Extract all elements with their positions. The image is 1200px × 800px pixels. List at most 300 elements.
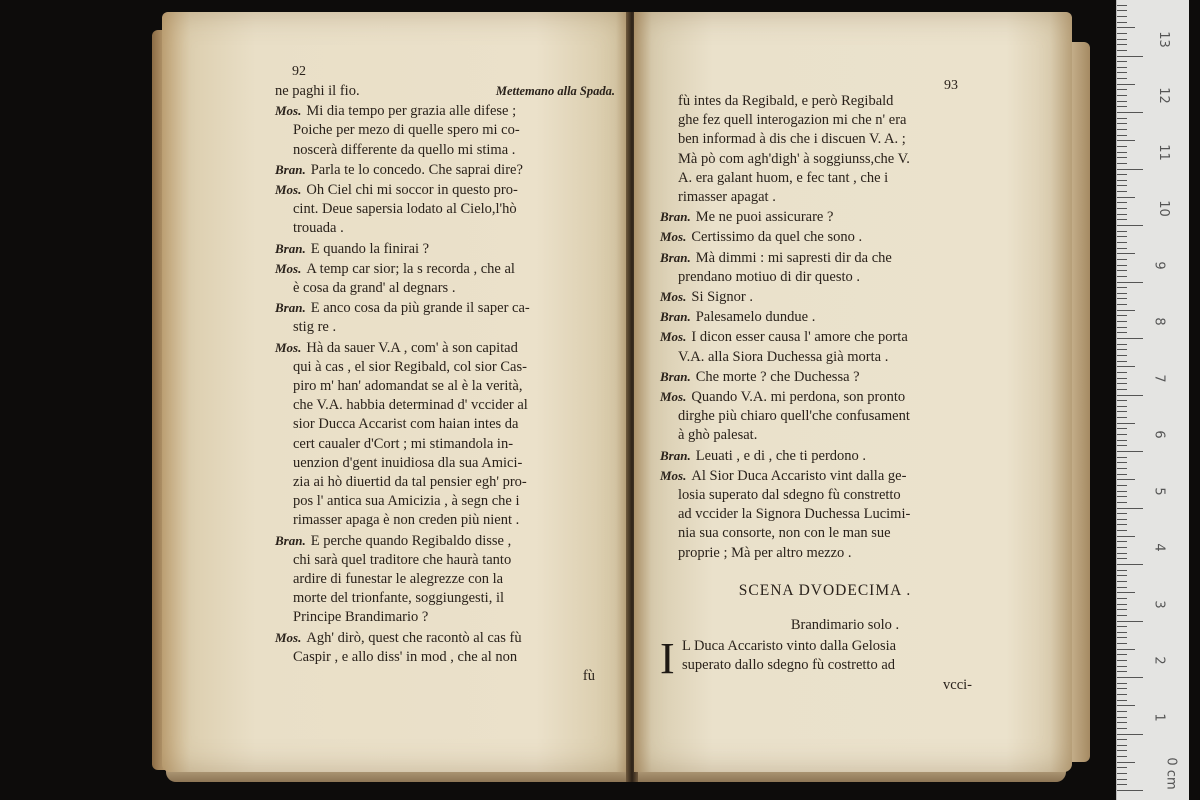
ruler-label: 0 cm xyxy=(1163,757,1179,790)
ruler-label: 3 xyxy=(1151,599,1167,609)
ruler-tick xyxy=(1117,547,1127,548)
right-line xyxy=(660,227,990,247)
ruler-tick xyxy=(1117,700,1127,701)
ruler-tick xyxy=(1117,621,1143,622)
ruler-tick xyxy=(1117,332,1127,333)
page-number-right: 93 xyxy=(944,78,958,93)
ruler-tick xyxy=(1117,705,1135,706)
right-line xyxy=(660,207,990,227)
ruler-tick xyxy=(1117,683,1127,684)
ruler-tick xyxy=(1117,756,1127,757)
ruler-tick xyxy=(1117,253,1135,254)
ruler-tick xyxy=(1117,298,1127,299)
ruler-tick xyxy=(1117,39,1127,40)
ruler-label: 8 xyxy=(1151,317,1167,326)
line-text: Leuati , e di , che ti perdono . xyxy=(695,447,867,464)
ruler-tick xyxy=(1117,344,1127,345)
line-text: ben informad à dis che i discuen V. A. ; xyxy=(678,131,906,148)
right-line xyxy=(660,248,990,268)
ruler-tick xyxy=(1117,491,1127,492)
line-text: fù intes da Regibald, e però Regibald xyxy=(678,93,894,109)
line-text: dirghe più chiaro quell'che confusament xyxy=(678,408,910,425)
ruler-tick xyxy=(1117,208,1127,209)
left-line xyxy=(275,358,615,377)
line-text: pos l' antica sua Amicizia , à segn che i xyxy=(293,493,520,510)
line-text: ad vccider la Signora Duchessa Lucimi- xyxy=(678,506,911,523)
left-page xyxy=(162,12,630,772)
ruler-tick xyxy=(1117,276,1127,277)
left-line xyxy=(275,589,615,608)
line-text: E perche quando Regibaldo disse , xyxy=(310,532,512,549)
ruler-tick xyxy=(1117,327,1127,328)
ruler-tick xyxy=(1117,225,1143,226)
speaker-label: Mos. xyxy=(660,289,687,305)
ruler-tick xyxy=(1117,536,1135,537)
line-text: sior Ducca Accarist com haian intes da xyxy=(293,416,519,433)
ruler-tick xyxy=(1117,123,1127,124)
drop-cap: I xyxy=(660,634,675,684)
ruler-tick xyxy=(1117,485,1127,486)
line-text: Mà pò com agh'digh' à soggiunss,che V. xyxy=(678,150,910,167)
right-line xyxy=(660,268,990,287)
left-line xyxy=(275,318,615,337)
ruler-tick xyxy=(1117,202,1127,203)
line-text: morte del trionfante, soggiungesti, il xyxy=(293,590,505,607)
ruler-tick xyxy=(1117,310,1135,311)
ruler-tick xyxy=(1117,496,1127,497)
ruler-tick xyxy=(1117,660,1127,661)
ruler-tick xyxy=(1117,106,1127,107)
left-line xyxy=(275,180,615,200)
scene-line: superato dallo sdegno fù costretto ad xyxy=(682,657,896,674)
ruler-tick xyxy=(1117,609,1127,610)
line-text: ardire di funestar le alegrezze con la xyxy=(293,571,504,588)
ruler-tick xyxy=(1117,259,1127,260)
ruler-tick xyxy=(1117,479,1135,480)
speaker-label: Bran. xyxy=(275,300,306,316)
left-line xyxy=(275,279,615,298)
ruler-label: 4 xyxy=(1151,543,1167,552)
line-text: ghe fez quell interogazion mi che n' era xyxy=(678,112,907,129)
speaker-label: Mos. xyxy=(275,260,302,276)
line-text: Mà dimmi : mi sapresti dir da che xyxy=(695,249,892,266)
ruler-tick xyxy=(1117,688,1127,689)
line-text: noscerà differente da quello mi stima . xyxy=(293,141,516,158)
left-line xyxy=(275,608,615,627)
speaker-label: Bran. xyxy=(660,368,691,384)
line-text: A temp car sior; la s recorda , che al xyxy=(306,260,515,277)
speaker-label: Mos. xyxy=(660,467,687,483)
line-text: Si Signor . xyxy=(691,289,754,306)
ruler-tick xyxy=(1117,553,1127,554)
ruler-tick xyxy=(1117,22,1127,23)
ruler-tick xyxy=(1117,101,1127,102)
speaker-label: Mos. xyxy=(660,229,687,245)
line-text: uenzion d'gent inuidiosa dla sua Amici- xyxy=(293,454,523,471)
line-text: Me ne puoi assicurare ? xyxy=(695,209,834,226)
left-page-header-line xyxy=(275,82,615,101)
ruler-tick xyxy=(1117,152,1127,153)
ruler-tick xyxy=(1117,349,1127,350)
ruler-tick xyxy=(1117,677,1143,678)
ruler-tick xyxy=(1117,400,1127,401)
left-line xyxy=(275,396,615,415)
ruler-tick xyxy=(1117,146,1127,147)
right-line xyxy=(660,505,990,524)
ruler-tick xyxy=(1117,750,1127,751)
ruler-tick xyxy=(1117,27,1135,28)
ruler-tick xyxy=(1117,570,1127,571)
ruler-label: 6 xyxy=(1151,430,1167,439)
ruler-tick xyxy=(1117,649,1135,650)
speaker-label: Bran. xyxy=(275,532,306,548)
ruler-tick xyxy=(1117,423,1135,424)
ruler-tick xyxy=(1117,722,1127,723)
ruler-tick xyxy=(1117,728,1127,729)
ruler-tick xyxy=(1117,84,1135,85)
ruler-tick xyxy=(1117,72,1127,73)
ruler-tick xyxy=(1117,383,1127,384)
speaker-label: Bran. xyxy=(275,161,306,177)
right-line xyxy=(660,169,990,188)
ruler-tick xyxy=(1117,694,1127,695)
line-text: Oh Ciel chi mi soccor in questo pro- xyxy=(306,182,518,199)
ruler-tick xyxy=(1117,643,1127,644)
scene-character-line xyxy=(660,616,990,635)
ruler-tick xyxy=(1117,231,1127,232)
ruler-tick xyxy=(1117,163,1127,164)
right-catchword-line xyxy=(660,676,990,695)
right-line xyxy=(660,348,990,367)
scene-title: SCENA DVODECIMA . xyxy=(738,581,912,599)
ruler-tick xyxy=(1117,174,1127,175)
line-text: stig re . xyxy=(293,319,337,336)
line-text: che V.A. habbia determinad d' vccider al xyxy=(293,397,528,414)
ruler-tick xyxy=(1117,451,1143,452)
left-line xyxy=(275,492,615,511)
catchword-right: vcci- xyxy=(943,676,972,693)
speaker-label: Bran. xyxy=(660,447,691,463)
measuring-ruler xyxy=(1116,0,1189,800)
ruler-tick xyxy=(1117,784,1127,785)
ruler-tick xyxy=(1117,739,1127,740)
line-text: Mi dia tempo per grazia alle difese ; xyxy=(306,103,517,120)
ruler-tick xyxy=(1117,270,1127,271)
right-line xyxy=(660,446,990,466)
left-line xyxy=(275,219,615,238)
ruler-tick xyxy=(1117,112,1143,113)
line-text: proprie ; Mà per altro mezzo . xyxy=(678,544,852,561)
left-line xyxy=(275,298,615,318)
ruler-tick xyxy=(1117,524,1127,525)
speaker-label: Bran. xyxy=(275,240,306,256)
ruler-tick xyxy=(1117,406,1127,407)
ruler-tick xyxy=(1117,745,1127,746)
ruler-tick xyxy=(1117,5,1127,6)
speaker-label: Mos. xyxy=(660,329,687,345)
ruler-tick xyxy=(1117,33,1127,34)
left-line xyxy=(275,259,615,279)
ruler-tick xyxy=(1117,519,1127,520)
ruler-tick xyxy=(1117,265,1127,266)
ruler-tick xyxy=(1117,78,1127,79)
line-text: Palesamelo dundue . xyxy=(695,309,816,326)
right-line xyxy=(660,92,990,111)
line-text: E anco cosa da più grande il saper ca- xyxy=(310,300,530,317)
scene-opening xyxy=(660,634,990,684)
right-page-lines xyxy=(660,92,990,563)
left-line xyxy=(275,473,615,492)
ruler-tick xyxy=(1117,626,1127,627)
ruler-tick xyxy=(1117,67,1127,68)
ruler-tick xyxy=(1117,462,1127,463)
ruler-tick xyxy=(1117,89,1127,90)
ruler-tick xyxy=(1117,417,1127,418)
right-page xyxy=(634,12,1072,772)
right-line xyxy=(660,466,990,486)
left-line xyxy=(275,648,615,667)
left-line xyxy=(275,531,615,551)
line-text: Caspir , e allo diss' in mod , che al non xyxy=(293,648,518,665)
ruler-tick xyxy=(1117,140,1135,141)
right-line xyxy=(660,130,990,149)
ruler-tick xyxy=(1117,10,1127,11)
line-text: Al Sior Duca Accaristo vint dalla ge- xyxy=(691,467,907,484)
ruler-tick xyxy=(1117,366,1135,367)
ruler-tick xyxy=(1117,61,1127,62)
right-line xyxy=(660,387,990,407)
line-text: è cosa da grand' al degnars . xyxy=(293,280,456,297)
ruler-tick xyxy=(1117,717,1127,718)
ruler-tick xyxy=(1117,530,1127,531)
scene-title-line xyxy=(660,581,990,600)
ruler-tick xyxy=(1117,50,1127,51)
ruler-tick xyxy=(1117,214,1127,215)
line-text: rimasser apaga è non creden più nient . xyxy=(293,512,520,529)
ruler-tick xyxy=(1117,428,1127,429)
speaker-label: Mos. xyxy=(275,182,302,198)
line-text: prendano motiuo di dir questo . xyxy=(678,268,861,285)
speaker-label: Mos. xyxy=(275,339,302,355)
ruler-tick xyxy=(1117,592,1135,593)
ruler-tick xyxy=(1117,474,1127,475)
ruler-tick xyxy=(1117,790,1143,791)
right-page-text xyxy=(660,92,990,695)
left-line xyxy=(275,415,615,434)
line-text: trouada . xyxy=(293,220,344,237)
speaker-label: Mos. xyxy=(660,389,687,405)
right-line xyxy=(660,544,990,563)
ruler-tick xyxy=(1117,242,1127,243)
left-line xyxy=(275,160,615,180)
ruler-label: 2 xyxy=(1151,656,1167,665)
ruler-tick xyxy=(1117,558,1127,559)
line-text: Hà da sauer V.A , com' à son capitad xyxy=(306,339,518,356)
ruler-tick xyxy=(1117,513,1127,514)
right-line xyxy=(660,307,990,327)
ruler-tick xyxy=(1117,762,1135,763)
ruler-label: 5 xyxy=(1151,486,1167,496)
ruler-tick xyxy=(1117,541,1127,542)
ruler-tick xyxy=(1117,779,1127,780)
ruler-tick xyxy=(1117,219,1127,220)
ruler-tick xyxy=(1117,411,1127,412)
scene-character: Brandimario solo . xyxy=(790,617,900,634)
ruler-tick xyxy=(1117,293,1127,294)
right-line xyxy=(660,188,990,207)
ruler-tick xyxy=(1117,468,1127,469)
ruler-tick xyxy=(1117,372,1127,373)
ruler-tick xyxy=(1117,118,1127,119)
open-book xyxy=(152,12,1090,790)
ruler-tick xyxy=(1117,191,1127,192)
ruler-tick xyxy=(1117,355,1127,356)
left-line xyxy=(275,551,615,570)
left-line xyxy=(275,570,615,589)
ruler-label: 10 xyxy=(1155,200,1171,217)
left-first-line: ne paghi il fio. xyxy=(275,83,360,99)
ruler-tick xyxy=(1117,734,1143,735)
right-line xyxy=(660,524,990,543)
left-line xyxy=(275,200,615,219)
line-text: Certissimo da quel che sono . xyxy=(691,229,863,246)
ruler-tick xyxy=(1117,248,1127,249)
left-page-lines xyxy=(275,101,615,667)
ruler-tick xyxy=(1117,157,1127,158)
ruler-label: 7 xyxy=(1151,373,1167,383)
left-page-text xyxy=(275,82,615,686)
line-text: piro m' han' adomandat se al è la verità, xyxy=(293,378,523,395)
left-line xyxy=(275,121,615,140)
left-line xyxy=(275,511,615,530)
ruler-tick xyxy=(1117,56,1143,57)
ruler-label: 12 xyxy=(1155,87,1171,104)
page-number-left: 92 xyxy=(292,64,306,79)
line-text: nia sua consorte, non con le man sue xyxy=(678,525,891,542)
ruler-tick xyxy=(1117,338,1143,339)
line-text: losia superato dal sdegno fù constretto xyxy=(678,487,901,504)
right-line xyxy=(660,486,990,505)
ruler-label: 13 xyxy=(1155,30,1171,48)
ruler-tick xyxy=(1117,508,1143,509)
right-line xyxy=(660,407,990,426)
ruler-label: 1 xyxy=(1151,712,1167,722)
left-line xyxy=(275,239,615,259)
left-line xyxy=(275,377,615,396)
ruler-tick xyxy=(1117,315,1127,316)
ruler-tick xyxy=(1117,180,1127,181)
left-line xyxy=(275,628,615,648)
line-text: V.A. alla Siora Duchessa già morta . xyxy=(678,348,889,365)
ruler-tick xyxy=(1117,389,1127,390)
ruler-tick xyxy=(1117,773,1127,774)
line-text: A. era galant huom, e fec tant , che i xyxy=(678,169,889,186)
line-text: I dicon esser causa l' amore che porta xyxy=(691,329,908,346)
running-head: Mettemano alla Spada. xyxy=(495,84,615,98)
ruler-tick xyxy=(1117,575,1127,576)
left-catchword-line xyxy=(275,667,615,686)
ruler-tick xyxy=(1117,632,1127,633)
ruler-tick xyxy=(1117,135,1127,136)
ruler-tick xyxy=(1117,95,1127,96)
ruler-tick xyxy=(1117,395,1143,396)
ruler-tick xyxy=(1117,434,1127,435)
right-line xyxy=(660,426,990,445)
right-line xyxy=(660,367,990,387)
ruler-tick xyxy=(1117,564,1143,565)
ruler-tick xyxy=(1117,304,1127,305)
line-text: E quando la finirai ? xyxy=(310,240,430,257)
ruler-tick xyxy=(1117,445,1127,446)
line-text: Principe Brandimario ? xyxy=(293,609,429,626)
ruler-tick xyxy=(1117,169,1143,170)
line-text: chi sarà quel traditore che haurà tanto xyxy=(293,551,512,568)
ruler-tick xyxy=(1117,197,1135,198)
right-line xyxy=(660,327,990,347)
ruler-label: 11 xyxy=(1155,143,1171,161)
scene-line: L Duca Accaristo vinto dalla Gelosia xyxy=(682,638,897,655)
line-text: Agh' dirò, quest che racontò al cas fù xyxy=(306,629,522,646)
ruler-tick xyxy=(1117,711,1127,712)
line-text: cint. Deue sapersia lodato al Cielo,l'hò xyxy=(293,201,517,218)
line-text: à ghò palesat. xyxy=(678,427,758,444)
right-line xyxy=(660,150,990,169)
ruler-tick xyxy=(1117,185,1127,186)
ruler-label: 9 xyxy=(1151,260,1167,270)
catchword-left: fù xyxy=(582,668,595,685)
speaker-label: Mos. xyxy=(275,103,302,119)
ruler-tick xyxy=(1117,440,1127,441)
speaker-label: Mos. xyxy=(275,629,302,645)
line-text: cert caualer d'Cort ; mi stimandola in- xyxy=(293,435,514,452)
ruler-tick xyxy=(1117,361,1127,362)
line-text: qui à cas , el sior Regibald, col sior Cas- xyxy=(293,358,527,375)
ruler-tick xyxy=(1117,236,1127,237)
ruler-tick xyxy=(1117,502,1127,503)
ruler-tick xyxy=(1117,321,1127,322)
ruler-tick xyxy=(1117,666,1127,667)
line-text: Poiche per mezo di quelle spero mi co- xyxy=(293,122,520,139)
line-text: Che morte ? che Duchessa ? xyxy=(695,368,860,385)
ruler-tick xyxy=(1117,587,1127,588)
ruler-tick xyxy=(1117,16,1127,17)
left-line xyxy=(275,435,615,454)
speaker-label: Bran. xyxy=(660,209,691,225)
ruler-tick xyxy=(1117,44,1127,45)
speaker-label: Bran. xyxy=(660,249,691,265)
ruler-tick xyxy=(1117,282,1143,283)
left-line xyxy=(275,141,615,160)
ruler-tick xyxy=(1117,457,1127,458)
ruler-tick xyxy=(1117,287,1127,288)
ruler-tick xyxy=(1117,598,1127,599)
line-text: rimasser apagat . xyxy=(678,189,776,206)
ruler-tick xyxy=(1117,637,1127,638)
ruler-tick xyxy=(1117,129,1127,130)
right-line xyxy=(660,287,990,307)
ruler-tick xyxy=(1117,378,1127,379)
ruler-tick xyxy=(1117,615,1127,616)
line-text: zia ai hò diuertid da tal pensier egh' pro- xyxy=(293,474,527,491)
ruler-tick xyxy=(1117,654,1127,655)
right-line xyxy=(660,111,990,130)
left-line xyxy=(275,338,615,358)
left-line xyxy=(275,101,615,121)
line-text: Parla te lo concedo. Che saprai dire? xyxy=(310,161,523,178)
line-text: Quando V.A. mi perdona, son pronto xyxy=(691,389,906,406)
ruler-tick xyxy=(1117,767,1127,768)
speaker-label: Bran. xyxy=(660,309,691,325)
